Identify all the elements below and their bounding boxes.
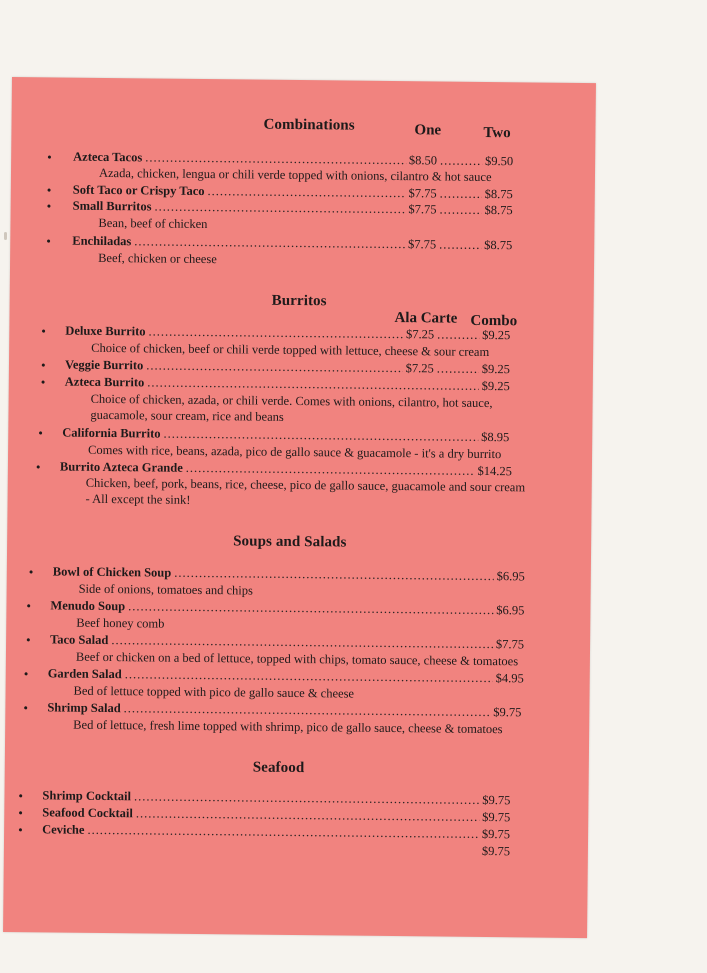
item-description: Choice of chicken, beef or chili verde topped with lettuce, cheese & sour cream xyxy=(91,340,490,360)
leader-dots xyxy=(439,237,481,252)
item-price: $9.75 xyxy=(482,792,511,808)
item-name: Bowl of Chicken Soup xyxy=(52,564,172,580)
leader-dots xyxy=(87,823,479,842)
leader-dots xyxy=(146,358,403,376)
item-name: Azteca Tacos xyxy=(73,149,143,165)
leader-dots xyxy=(128,599,493,618)
leader-dots xyxy=(174,566,494,584)
item-name: Garden Salad xyxy=(47,666,122,682)
price-combo: $9.25 xyxy=(482,327,511,343)
bullet-icon: • xyxy=(18,788,24,804)
leader-dots xyxy=(186,461,475,479)
price-combo: $9.25 xyxy=(481,378,510,394)
bullet-icon: • xyxy=(18,822,23,838)
leader-dots xyxy=(163,427,478,445)
price-one: $8.50 xyxy=(408,153,438,168)
section-title-soups-and-salads: Soups and Salads xyxy=(233,533,347,551)
item-name: Azteca Burrito xyxy=(64,374,145,390)
item-description: Bed of lettuce topped with pico de gallo sauce & cheese xyxy=(73,683,355,701)
column-header-one: One xyxy=(414,122,442,139)
bullet-icon: • xyxy=(46,182,52,198)
leader-dots xyxy=(440,153,482,168)
item-description: Beef honey comb xyxy=(76,615,165,631)
leader-dots xyxy=(440,186,482,201)
item-name: Burrito Azteca Grande xyxy=(59,459,183,475)
price-one: $7.75 xyxy=(408,202,437,217)
leader-dots xyxy=(134,789,479,808)
leader-dots xyxy=(134,234,405,252)
leader-dots xyxy=(147,375,479,393)
item-name: Small Burritos xyxy=(72,198,152,214)
leader-dots xyxy=(145,150,406,168)
item-name: Veggie Burrito xyxy=(64,357,144,373)
price-two: $8.75 xyxy=(484,202,513,218)
column-header-ala-carte: Ala Carte xyxy=(394,310,458,327)
item-price: $4.95 xyxy=(495,671,524,686)
item-price: $7.75 xyxy=(495,637,525,652)
leader-dots xyxy=(439,202,481,217)
leader-dots xyxy=(207,184,405,201)
bullet-icon: • xyxy=(46,198,52,214)
menu-item-small-burritos xyxy=(73,199,513,219)
item-price: $9.75 xyxy=(482,809,511,825)
price-one: $7.75 xyxy=(408,186,437,201)
price-combo: $8.95 xyxy=(481,429,510,445)
bullet-icon: • xyxy=(18,805,23,821)
bullet-icon: • xyxy=(23,700,29,716)
menu-page xyxy=(3,77,596,938)
bullet-icon: • xyxy=(26,632,31,648)
item-description: Azada, chicken, lengua or chili verde topped with onions, cilantro & hot sauce xyxy=(98,165,492,185)
leader-dots xyxy=(437,361,479,376)
price-combo: $9.25 xyxy=(481,361,511,377)
price-combo: $14.25 xyxy=(477,463,512,479)
column-header-two: Two xyxy=(483,124,511,142)
item-description: Beef or chicken on a bed of lettuce, topped with chips, tomato sauce, cheese & tomatoes xyxy=(75,649,519,669)
item-description: Bed of lettuce, fresh lime topped with shrimp, pico de gallo sauce, cheese & tomatoes xyxy=(73,717,503,737)
item-name: Ceviche xyxy=(42,822,85,837)
item-description-cont: - All except the sink! xyxy=(85,491,191,507)
price-two: $8.75 xyxy=(484,186,513,202)
column-header-combo: Combo xyxy=(470,312,518,330)
item-name: Menudo Soup xyxy=(50,598,126,614)
leader-dots xyxy=(124,701,491,720)
item-name: Soft Taco or Crispy Taco xyxy=(72,182,205,199)
bullet-icon: • xyxy=(40,357,46,373)
bullet-icon: • xyxy=(41,323,46,339)
leader-dots xyxy=(125,667,493,686)
leader-dots xyxy=(437,327,479,342)
bullet-icon: • xyxy=(47,149,52,165)
bullet-icon: • xyxy=(26,598,32,614)
item-name: Enchiladas xyxy=(72,233,132,249)
item-name: Shrimp Cocktail xyxy=(42,788,132,804)
item-name: Shrimp Salad xyxy=(47,700,121,716)
menu-item-azteca-burrito xyxy=(65,375,510,395)
price-two: $8.75 xyxy=(484,237,513,253)
item-name: California Burrito xyxy=(62,425,161,441)
section-title-burritos: Burritos xyxy=(271,292,327,310)
price-ala-carte: $7.25 xyxy=(406,327,435,342)
item-name: Deluxe Burrito xyxy=(65,323,146,339)
bullet-icon: • xyxy=(35,459,41,475)
leader-dots xyxy=(154,199,405,217)
item-price-extra: $9.75 xyxy=(481,843,511,859)
price-ala-carte: $7.25 xyxy=(405,361,434,376)
menu-item-enchiladas xyxy=(72,234,512,254)
bullet-icon: • xyxy=(23,666,29,682)
item-description: Side of onions, tomatoes and chips xyxy=(78,581,254,598)
item-description: Comes with rice, beans, azada, pico de gallo sauce & guacamole - it's a dry burrito xyxy=(88,442,502,462)
leader-dots xyxy=(136,806,479,825)
item-description: Beef, chicken or cheese xyxy=(98,250,217,267)
section-title-seafood: Seafood xyxy=(252,759,305,777)
menu-item-ceviche xyxy=(42,822,510,842)
bullet-icon: • xyxy=(40,374,46,390)
section-title-combinations: Combinations xyxy=(263,116,355,134)
item-price: $9.75 xyxy=(481,826,511,842)
price-two: $9.50 xyxy=(484,153,514,169)
item-description: Choice of chicken, azada, or chili verde. Comes with onions, cilantro, hot sauce, xyxy=(90,391,493,411)
price-one: $7.75 xyxy=(407,237,437,252)
bullet-icon: • xyxy=(46,233,51,249)
item-price: $6.95 xyxy=(496,603,525,618)
bullet-icon: • xyxy=(38,425,43,441)
item-name: Taco Salad xyxy=(50,632,109,648)
item-name: Seafood Cocktail xyxy=(42,805,133,821)
bullet-icon: • xyxy=(28,564,34,580)
item-price: $9.75 xyxy=(493,705,522,720)
leader-dots xyxy=(111,633,493,652)
item-description: Chicken, beef, pork, beans, rice, cheese, pico de gallo sauce, guacamole and sour cream xyxy=(85,475,526,495)
item-description-cont: guacamole, sour cream, rice and beans xyxy=(90,407,284,424)
scan-artifact xyxy=(4,232,7,240)
leader-dots xyxy=(148,324,403,342)
item-price: $6.95 xyxy=(496,569,525,584)
item-description: Bean, beef of chicken xyxy=(98,215,208,232)
